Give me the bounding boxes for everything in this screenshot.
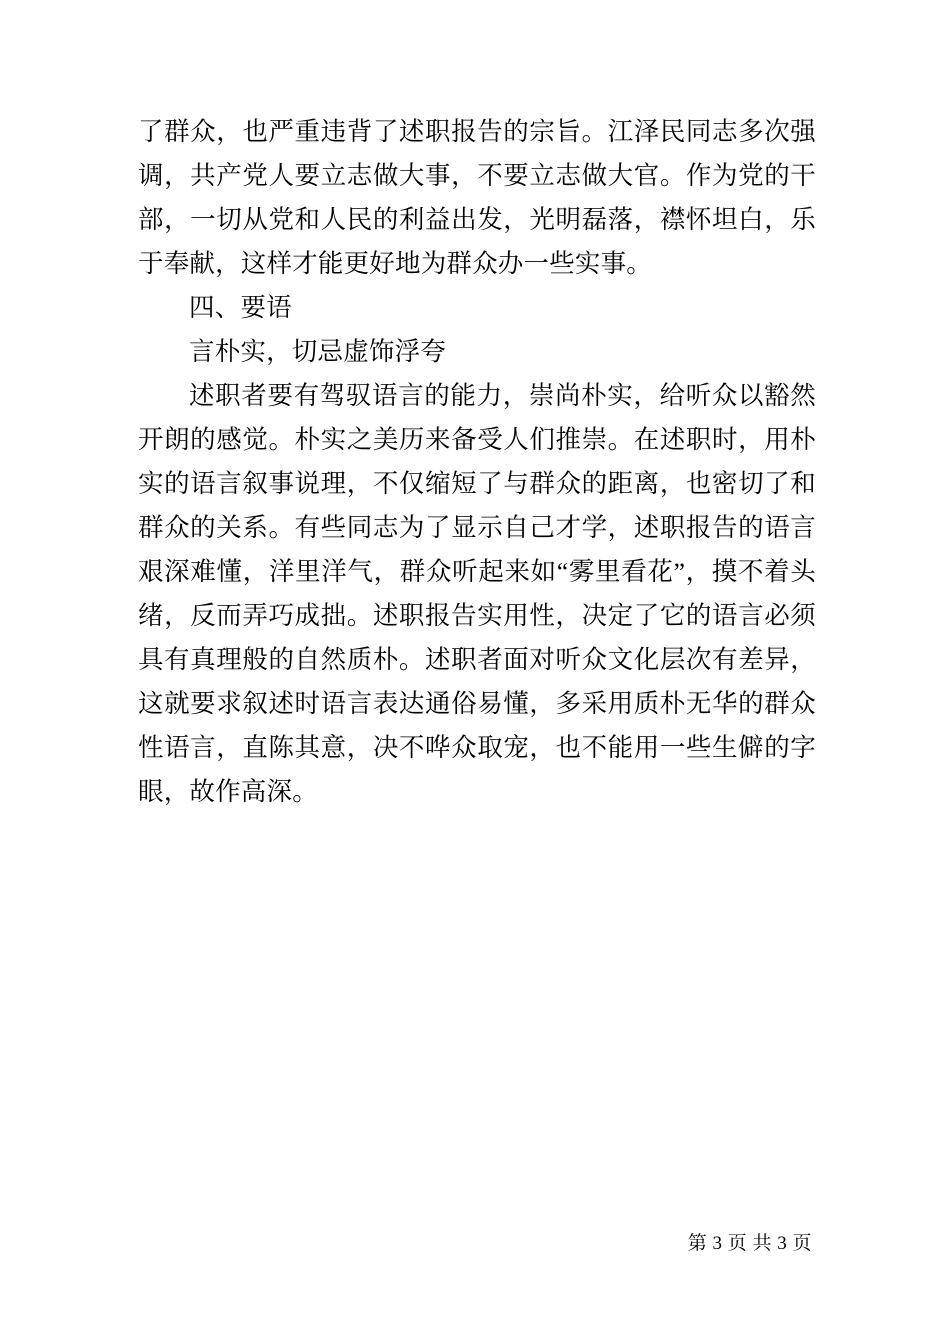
section-subheading: 言朴实，切忌虚饰浮夸: [189, 337, 447, 366]
document-body: [138, 110, 816, 814]
page-footer: 第 3 页 共 3 页: [687, 1233, 812, 1254]
paragraph-continuation: 了群众，也严重违背了述职报告的宗旨。江泽民同志多次强调，共产党人要立志做大事，不要立志做大官。作为党的干部，一切从党和人民的利益出发，光明磊落，襟怀坦白，乐于奉献，这样才能更好地为群众办一些实事。: [138, 117, 816, 278]
section-heading-four: 四、要语: [189, 293, 292, 322]
paragraph-body: 述职者要有驾驭语言的能力，崇尚朴实，给听众以豁然开朗的感觉。朴实之美历来备受人们推崇。在述职时，用朴实的语言叙事说理，不仅缩短了与群众的距离，也密切了和群众的关系。有些同志为了显示自己才学，述职报告的语言艰深难懂，洋里洋气，群众听起来如“雾里看花”，摸不着头绪，反而弄巧成拙。述职报告实用性，决定了它的语言必须具有真理般的自然质朴。述职者面对听众文化层次有差异，这就要求叙述时语言表达通俗易懂，多采用质朴无华的群众性语言，直陈其意，决不哗众取宠，也不能用一些生僻的字眼，故作高深。: [138, 381, 816, 806]
